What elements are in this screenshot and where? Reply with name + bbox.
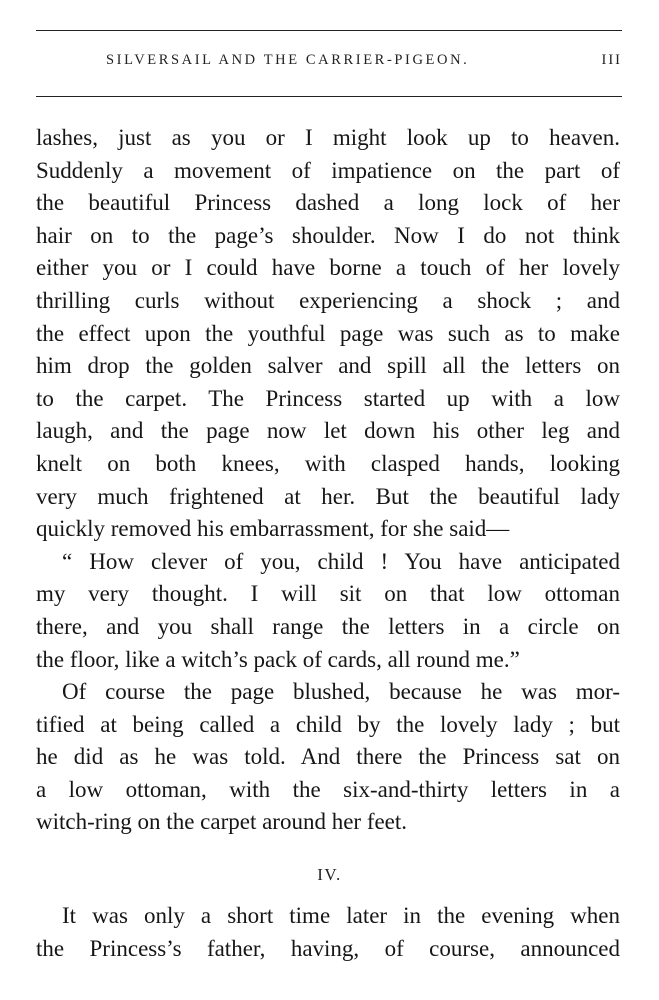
text-line: the effect upon the youthful page was such as to make <box>36 320 620 346</box>
header-bottom-rule <box>36 96 622 97</box>
section-text <box>36 900 620 965</box>
header-top-rule <box>36 30 622 31</box>
page-number: III <box>601 52 622 68</box>
running-title: SILVERSAIL AND THE CARRIER-PIGEON. <box>106 52 470 68</box>
text-line: laugh, and the page now let down his other leg and <box>36 418 620 444</box>
text-line: Suddenly a movement of impatience on the part of <box>36 157 620 183</box>
text-line: hair on to the page’s shoulder. Now I do not think <box>36 222 620 248</box>
text-line: him drop the golden salver and spill all the letters on <box>36 353 620 379</box>
section-heading: IV. <box>317 865 342 884</box>
text-line: my very thought. I will sit on that low ottoman <box>36 581 620 607</box>
text-line: either you or I could have borne a touch of her lovely <box>36 255 620 281</box>
text-line: the beautiful Princess dashed a long lock of her <box>36 190 620 216</box>
text-line: Of course the page blushed, because he was mor- <box>62 679 620 705</box>
text-line: the Princess’s father, having, of course, announced <box>36 935 620 961</box>
text-line: knelt on both knees, with clasped hands, looking <box>36 450 620 476</box>
text-line: to the carpet. The Princess started up with a low <box>36 385 620 411</box>
paragraph-continued <box>36 122 620 546</box>
paragraph-section-start <box>36 900 620 965</box>
text-line: lashes, just as you or I might look up to heaven. <box>36 125 620 150</box>
text-line: he did as he was told. And there the Princess sat on <box>36 744 620 770</box>
paragraph-dialogue <box>36 546 620 676</box>
text-line: “ How clever of you, child ! You have anticipated <box>62 548 620 574</box>
text-line: there, and you shall range the letters in a circle on <box>36 613 620 639</box>
text-line: witch-ring on the carpet around her feet. <box>36 809 408 835</box>
text-line: It was only a short time later in the evening when <box>62 903 620 928</box>
body-text <box>36 122 620 839</box>
text-line: tified at being called a child by the lovely lady ; but <box>36 711 620 737</box>
text-line: the floor, like a witch’s pack of cards, all round me.” <box>36 646 520 672</box>
text-line: quickly removed his embarrassment, for she said— <box>36 516 510 542</box>
text-line: thrilling curls without experiencing a shock ; and <box>36 287 620 313</box>
paragraph-narrative <box>36 676 620 839</box>
text-line: a low ottoman, with the six-and-thirty letters in a <box>36 776 620 802</box>
running-head <box>36 52 622 74</box>
text-line: very much frightened at her. But the beautiful lady <box>36 483 620 509</box>
